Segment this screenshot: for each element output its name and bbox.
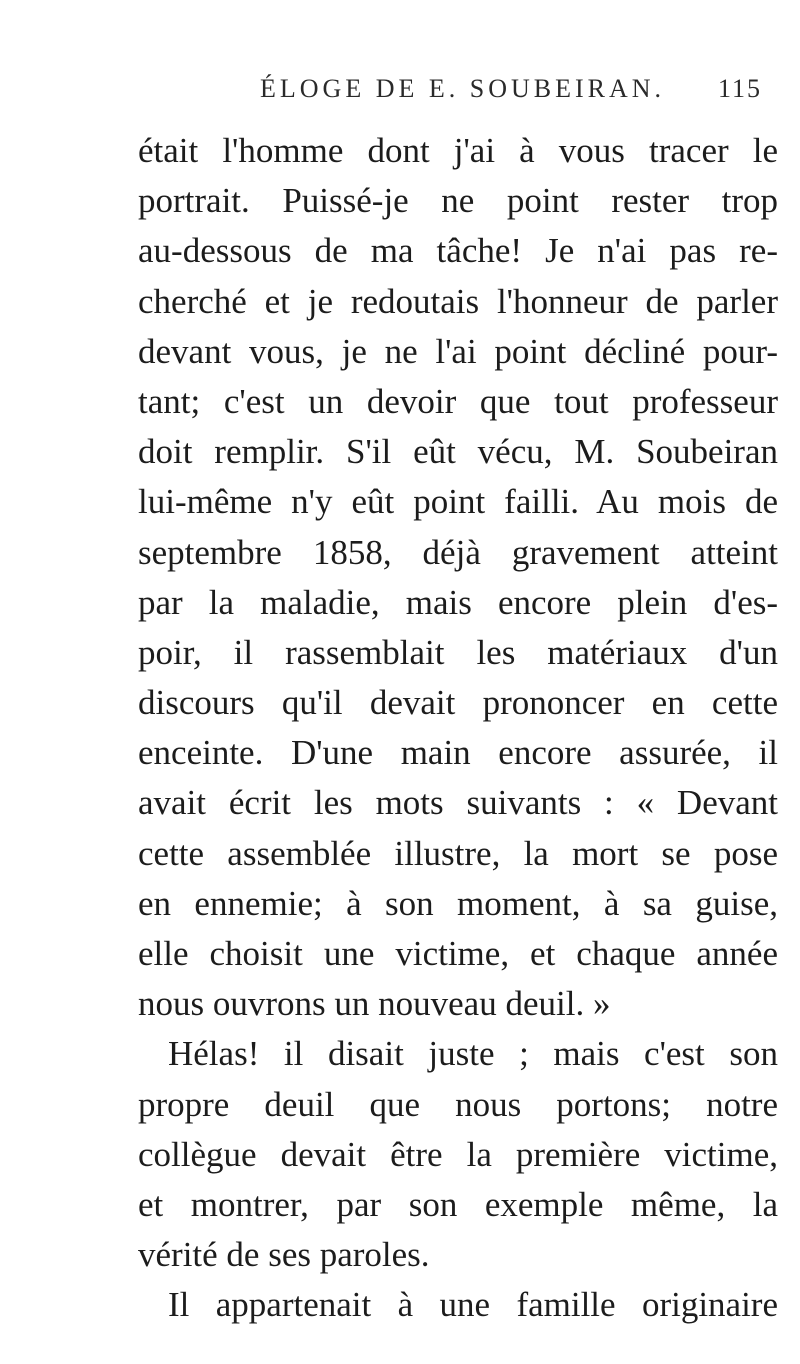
text-line: nous ouvrons un nouveau deuil. »	[138, 984, 611, 1024]
text-line: portrait. Puissé-je ne point rester trop	[138, 181, 778, 221]
text-line: au-dessous de ma tâche! Je n'ai pas re-	[138, 231, 778, 271]
text-line: devant vous, je ne l'ai point décliné pour-	[138, 331, 778, 371]
text-line: propre deuil que nous portons; notre	[138, 1084, 778, 1124]
text-line: était l'homme dont j'ai à vous tracer le	[138, 131, 778, 170]
page-number: 115	[718, 74, 763, 103]
text-line: et montrer, par son exemple même, la	[138, 1184, 778, 1224]
text-line: discours qu'il devait prononcer en cette	[138, 683, 778, 723]
running-title: ÉLOGE DE E. SOUBEIRAN.	[260, 74, 666, 103]
text-line: en ennemie; à son moment, à sa guise,	[138, 883, 778, 923]
text-line: cette assemblée illustre, la mort se pose	[138, 833, 778, 873]
text-line: collègue devait être la première victime,	[138, 1134, 778, 1174]
text-line: tant; c'est un devoir que tout professeur	[138, 381, 778, 421]
text-line: poir, il rassemblait les matériaux d'un	[138, 632, 778, 672]
text-line: Il appartenait à une famille originaire	[168, 1285, 778, 1325]
body-text	[138, 126, 778, 1331]
text-line: enceinte. D'une main encore assurée, il	[138, 733, 778, 773]
text-line: septembre 1858, déjà gravement atteint	[138, 532, 778, 572]
text-line: vérité de ses paroles.	[138, 1235, 430, 1275]
text-line: doit remplir. S'il eût vécu, M. Soubeiran	[138, 432, 778, 472]
running-head	[0, 74, 800, 114]
text-line: Hélas! il disait juste ; mais c'est son	[168, 1034, 778, 1074]
text-line: cherché et je redoutais l'honneur de parler	[138, 281, 778, 321]
text-line: lui-même n'y eût point failli. Au mois de	[138, 482, 778, 522]
text-line: par la maladie, mais encore plein d'es-	[138, 582, 778, 622]
text-line: avait écrit les mots suivants : « Devant	[138, 783, 778, 823]
text-line: elle choisit une victime, et chaque année	[138, 934, 778, 973]
